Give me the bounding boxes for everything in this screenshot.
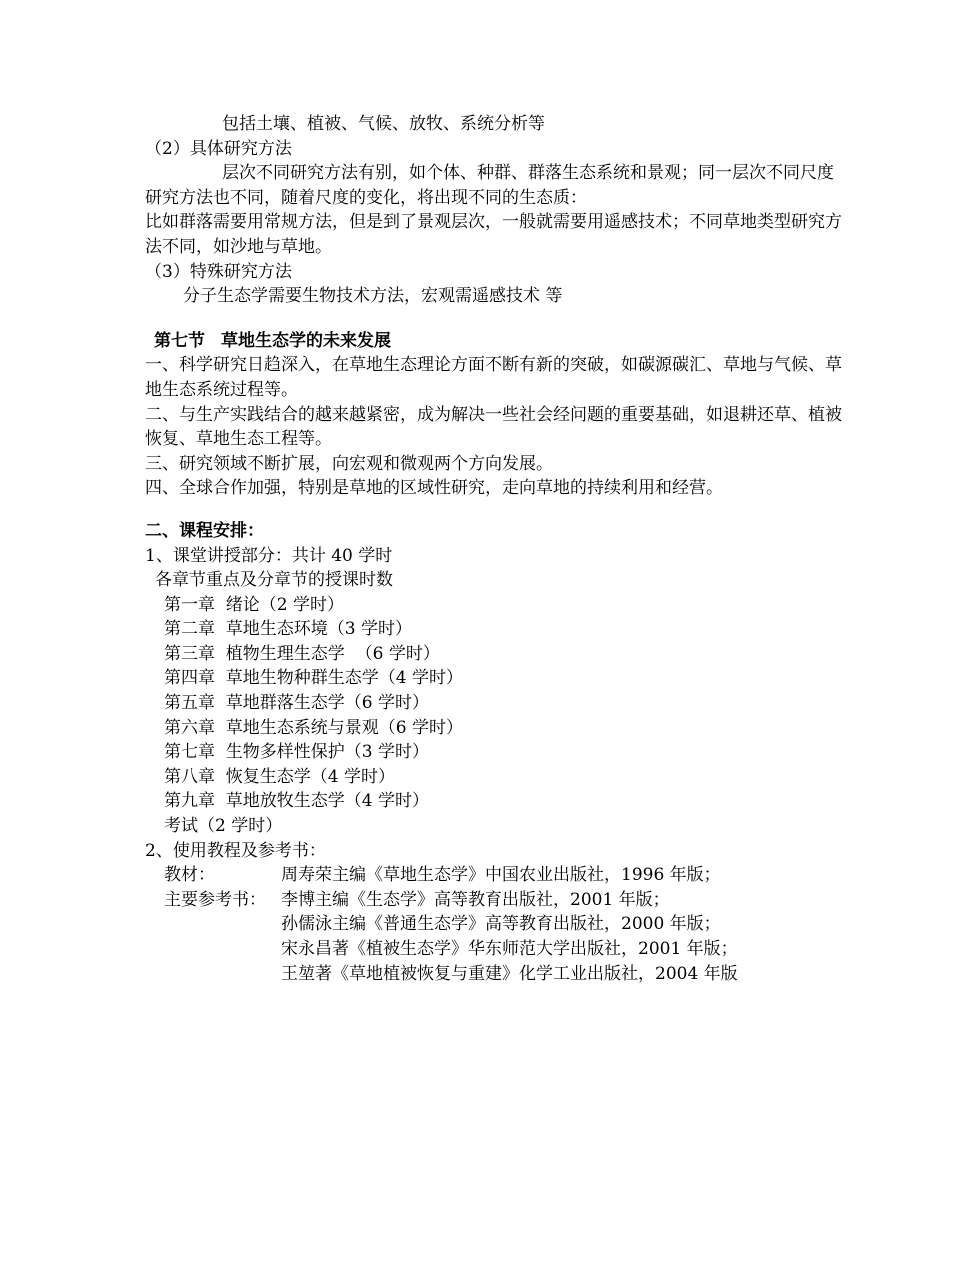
chapter-item: 第六章 草地生态系统与景观（6 学时）	[164, 717, 464, 738]
reference-entry: 李博主编《生态学》高等教育出版社，2001 年版；	[281, 889, 670, 910]
textbook-row	[145, 863, 845, 888]
reference-entry: 宋永昌著《植被生态学》华东师范大学出版社，2001 年版；	[281, 939, 738, 959]
subsection-3-paragraph: 分子生态学需要生物技术方法，宏观需遥感技术 等	[183, 286, 563, 307]
course-part-2: 2、使用教程及参考书：	[145, 840, 326, 861]
document-page	[145, 112, 845, 986]
course-part-1-sub: 各章节重点及分章节的授课时数	[155, 570, 393, 591]
section-7-item-1: 一、科学研究日趋深入，在草地生态理论方面不断有新的突破，如碳源碳汇、草地与气候、草地生态系统过程等。	[145, 355, 842, 400]
spacer	[145, 309, 845, 329]
references-label: 主要参考书：	[164, 889, 266, 910]
section-7-number: 第七节	[154, 330, 205, 351]
spacer	[145, 501, 845, 519]
chapter-item: 第八章 恢复生态学（4 学时）	[164, 766, 396, 787]
section-7-item-3: 三、研究领域不断扩展，向宏观和微观两个方向发展。	[145, 453, 553, 474]
section-7-heading	[145, 329, 845, 354]
textbook-label: 教材：	[164, 865, 215, 886]
subsection-2-title: （2）具体研究方法	[145, 138, 292, 159]
subsection-2-paragraph-2: 比如群落需要用常规方法，但是到了景观层次，一般就需要用遥感技术；不同草地类型研究方法不同，如沙地与草地。	[145, 212, 842, 257]
section-7-title: 草地生态学的未来发展	[221, 330, 391, 351]
chapter-item: 第九章 草地放牧生态学（4 学时）	[164, 791, 430, 812]
chapter-item: 第七章 生物多样性保护（3 学时）	[164, 742, 430, 763]
subsection-3-title: （3）特殊研究方法	[145, 261, 292, 282]
section-7-item-2: 二、与生产实践结合的越来越紧密，成为解决一些社会经问题的重要基础，如退耕还草、植被恢复、草地生态工程等。	[145, 404, 842, 450]
exam-item: 考试（2 学时）	[164, 816, 283, 837]
textbook-entry: 周寿荣主编《草地生态学》中国农业出版社，1996 年版；	[281, 865, 721, 886]
course-heading: 二、课程安排：	[145, 520, 264, 541]
chapter-item: 第三章 植物生理生态学 （6 学时）	[164, 643, 440, 664]
chapter-item: 第一章 绪论（2 学时）	[164, 594, 345, 615]
reference-row	[145, 962, 845, 987]
chapter-item: 第四章 草地生物种群生态学（4 学时）	[164, 668, 464, 689]
subsection-2-paragraph-1: 层次不同研究方法有别，如个体、种群、群落生态系统和景观；同一层次不同尺度研究方法也不同，随着尺度的变化，将出现不同的生态质：	[145, 163, 834, 208]
reference-row	[145, 888, 845, 913]
reference-row	[145, 937, 845, 962]
reference-entry: 王堃著《草地植被恢复与重建》化学工业出版社，2004 年版	[281, 963, 738, 984]
chapter-item: 第五章 草地群落生态学（6 学时）	[164, 693, 430, 714]
reference-row	[145, 912, 845, 937]
methods-general-line: 包括土壤、植被、气候、放牧、系统分析等	[222, 114, 545, 134]
course-part-1: 1、课堂讲授部分：共计 40 学时	[145, 545, 393, 566]
reference-entry: 孙儒泳主编《普通生态学》高等教育出版社，2000 年版；	[281, 914, 721, 935]
section-7-item-4: 四、全球合作加强，特别是草地的区域性研究，走向草地的持续利用和经营。	[145, 478, 723, 499]
chapter-item: 第二章 草地生态环境（3 学时）	[164, 619, 413, 640]
